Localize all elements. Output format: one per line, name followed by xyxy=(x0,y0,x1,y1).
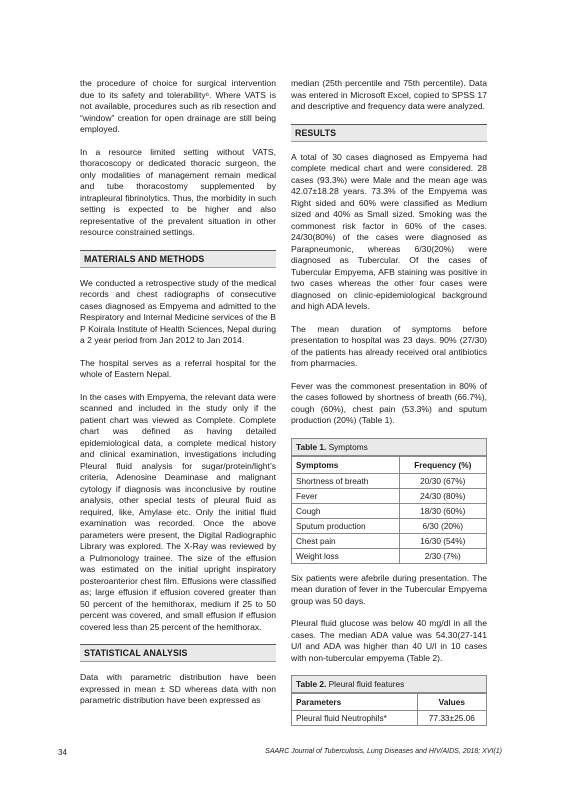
results-paragraph: Pleural fluid glucose was below 40 mg/dl in all the cases. The median ADA value was 54.30(27-141 U/l and ADA was higher than 40 U/l in 10 cases with non-tubercular empyema (Table 2). xyxy=(291,618,487,663)
intro-paragraph: In a resource limited setting without VATS, thoracoscopy or dedicated thoracic surgeon, the only modalities of management remain medical and tube thoracostomy supplemented by intrapleural fibrinolytics. Thus, the morbidity in such setting is expected to be higher and also representative of the prevalent situation in other resource constrained settings. xyxy=(80,146,276,237)
table-cell: 77.33±25.06 xyxy=(417,711,486,726)
methods-paragraph: The hospital serves as a referral hospital for the whole of Eastern Nepal. xyxy=(80,357,276,379)
table-cell: 24/30 (80%) xyxy=(399,488,486,503)
right-column xyxy=(291,78,487,735)
table-row xyxy=(292,548,487,563)
column-header: Parameters xyxy=(292,694,418,711)
table-1-caption xyxy=(291,438,487,456)
table-2-caption xyxy=(291,675,487,693)
table-cell: 18/30 (60%) xyxy=(399,503,486,518)
table-cell: Shortness of breath xyxy=(292,473,400,488)
methods-paragraph: In the cases with Empyema, the relevant data were scanned and included in the study only if the patient chart was viewed as Complete. Complete chart was defined as having detailed epidemiological data, a complete medical history and clinical examination, investigations including Pleural fluid analysis for sugar/protein/light’s criteria, Adenosine Deaminase and malignant cytology if diagnosis was inconclusive by routine analysis, other special tests of pleural fluid as required, like, Amylase etc. Only the initial fluid examination was recorded. Once the above parameters were present, the Digital Radiographic Library was explored. The X-Ray was reviewed by a Pulmonology trainee. The size of the effusion was estimated on the initial upright inspiratory posteroanterior chest film. Effusions were classified as; large effusion if effusion covered greater than 50 percent of the hemithorax, medium if 25 to 50 percent was covered, and small effusion if effusion covered less than 25 percent of the hemithorax. xyxy=(80,391,276,632)
statistics-paragraph-continued: median (25th percentile and 75th percentile). Data was entered in Microsoft Excel, copied to SPSS 17 and descriptive and frequency data were analyzed. xyxy=(291,78,487,111)
table-1-label: Table 1. xyxy=(296,441,327,452)
pleural-fluid-table xyxy=(291,693,487,726)
results-paragraph: Six patients were afebrile during presentation. The mean duration of fever in the Tubercular Empyema group was 50 days. xyxy=(291,572,487,606)
table-cell: Cough xyxy=(292,503,400,518)
left-column xyxy=(80,78,276,718)
page-number: 34 xyxy=(58,748,67,757)
table-cell: 2/30 (7%) xyxy=(399,548,486,563)
journal-citation: SAARC Journal of Tuberculosis, Lung Diseases and HIV/AIDS, 2018; XVI(1) xyxy=(265,748,502,755)
methods-paragraph: We conducted a retrospective study of the medical records and chest radiographs of consecutive cases diagnosed as Empyema and admitted to the Respiratory and Internal Medicine services of the B P Koirala Institute of Health Sciences, Nepal during a 2 year period from Jan 2012 to Jan 2014. xyxy=(80,277,276,345)
table-row xyxy=(292,533,487,548)
table-cell: 16/30 (54%) xyxy=(399,533,486,548)
table-cell: Chest pain xyxy=(292,533,400,548)
section-heading-results: RESULTS xyxy=(291,124,487,142)
column-header: Symptoms xyxy=(292,456,400,473)
table-1-title: Symptoms xyxy=(328,441,368,452)
results-paragraph: The mean duration of symptoms before presentation to hospital was 23 days. 90% (27/30) of the patients has already received oral antibiotics from pharmacies. xyxy=(291,323,487,368)
symptoms-table xyxy=(291,456,487,564)
table-header-row xyxy=(292,456,487,473)
table-2-title: Pleural fluid features xyxy=(328,679,405,689)
column-header: Frequency (%) xyxy=(399,456,486,473)
intro-paragraph: the procedure of choice for surgical intervention due to its safety and tolerability⁶. Where VATS is not available, procedures such as rib resection and “window” creation for open drainage are still being employed. xyxy=(80,78,276,134)
table-row xyxy=(292,518,487,533)
table-row xyxy=(292,473,487,488)
table-2-label: Table 2. xyxy=(296,679,327,689)
table-header-row xyxy=(292,694,487,711)
statistics-paragraph: Data with parametric distribution have been expressed in mean ± SD whereas data with non parametric distribution have been expressed as xyxy=(80,672,276,705)
column-header: Values xyxy=(417,694,486,711)
results-paragraph: Fever was the commonest presentation in 80% of the cases followed by shortness of breath (66.7%), cough (60%), chest pain (53.3%) and sputum production (20%) (Table 1). xyxy=(291,380,487,425)
table-cell: 20/30 (67%) xyxy=(399,473,486,488)
table-row xyxy=(292,711,487,726)
section-heading-methods: MATERIALS AND METHODS xyxy=(80,250,276,268)
table-cell: Pleural fluid Neutrophils* xyxy=(292,711,418,726)
table-cell: Fever xyxy=(292,488,400,503)
table-cell: Sputum production xyxy=(292,518,400,533)
section-heading-statistics: STATISTICAL ANALYSIS xyxy=(80,644,276,662)
table-cell: 6/30 (20%) xyxy=(399,518,486,533)
results-paragraph: A total of 30 cases diagnosed as Empyema had complete medical chart and were considered. 28 cases (93.3%) were Male and the mean age was 42.07±18.28 years. 73.3% of the Empyema was Right sided and 60% were classified as Medium sized and 40% as Small sized. Smoking was the commonest risk factor in 60% of the cases. 24/30(80%) of the cases were diagnosed as Parapneumonic, whereas 6/30(20%) were diagnosed as Tubercular. Of the cases of Tubercular Empyema, AFB staining was positive in two cases whereas the other four cases were diagnosed on clinic-epidemiological background and high ADA levels. xyxy=(291,151,487,311)
table-row xyxy=(292,503,487,518)
table-cell: Weight loss xyxy=(292,548,400,563)
table-row xyxy=(292,488,487,503)
